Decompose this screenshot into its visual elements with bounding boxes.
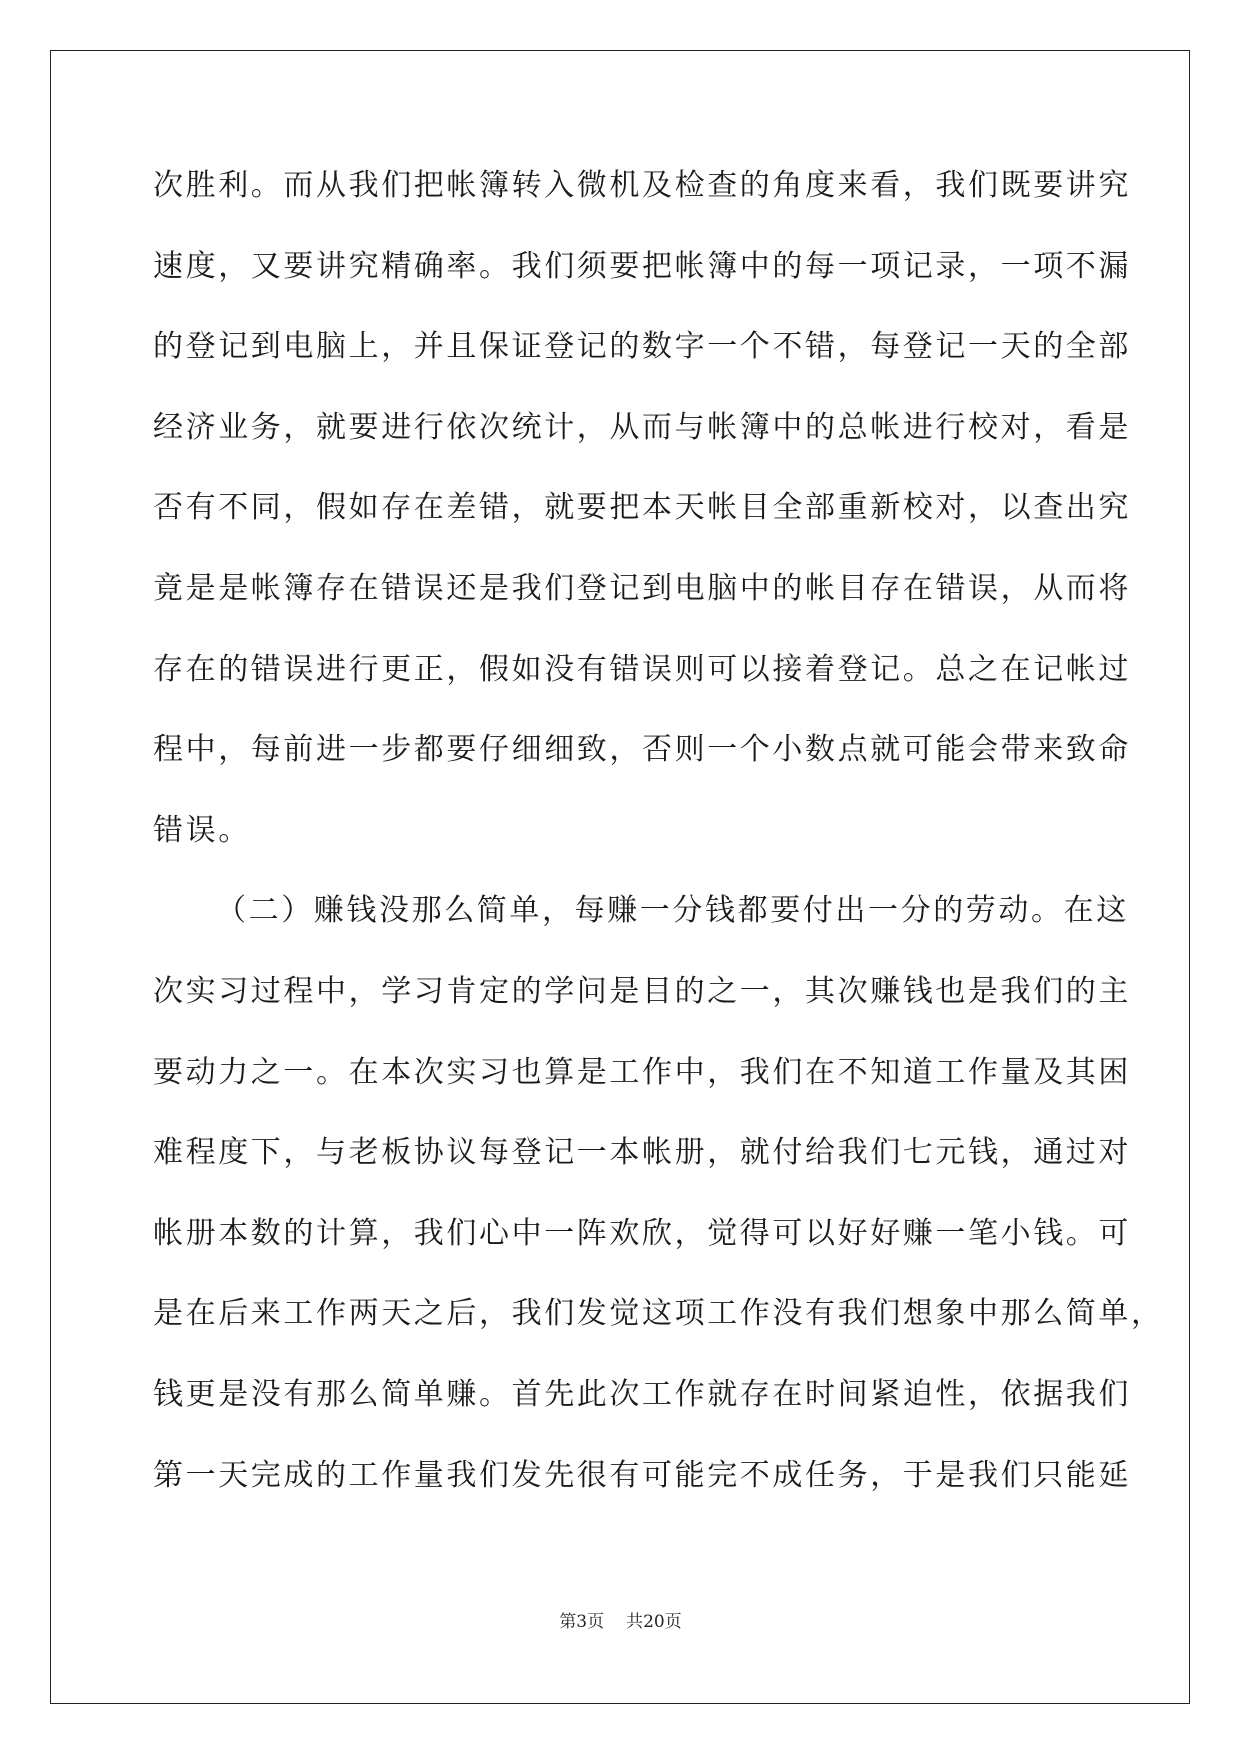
- text-line: 否有不同，假如存在差错，就要把本天帐目全部重新校对，以查出究: [153, 490, 1131, 526]
- text-line: 经济业务，就要进行依次统计，从而与帐簿中的总帐进行校对，看是: [153, 409, 1131, 445]
- text-line: 错误。: [153, 812, 251, 848]
- text-line: 帐册本数的计算，我们心中一阵欢欣，觉得可以好好赚一笔小钱。可: [153, 1215, 1131, 1251]
- text-line: 竟是是帐簿存在错误还是我们登记到电脑中的帐目存在错误，从而将: [153, 570, 1131, 606]
- text-line: 次实习过程中，学习肯定的学问是目的之一，其次赚钱也是我们的主: [153, 973, 1131, 1009]
- body-text: [153, 161, 1164, 1531]
- text-line: 速度，又要讲究精确率。我们须要把帐簿中的每一项记录，一项不漏: [153, 248, 1131, 284]
- text-line: 的登记到电脑上，并且保证登记的数字一个不错，每登记一天的全部: [153, 329, 1131, 365]
- text-line: 存在的错误进行更正，假如没有错误则可以接着登记。总之在记帐过: [153, 651, 1131, 687]
- text-line: 程中，每前进一步都要仔细细致，否则一个小数点就可能会带来致命: [153, 732, 1131, 768]
- page-footer: [0, 1610, 1241, 1634]
- text-line: 要动力之一。在本次实习也算是工作中，我们在不知道工作量及其困: [153, 1054, 1131, 1090]
- text-line: 钱更是没有那么简单赚。首先此次工作就存在时间紧迫性，依据我们: [153, 1376, 1131, 1412]
- text-line: 次胜利。而从我们把帐簿转入微机及检查的角度来看，我们既要讲究: [153, 168, 1131, 203]
- text-line: 第一天完成的工作量我们发先很有可能完不成任务，于是我们只能延: [153, 1457, 1131, 1493]
- paragraph-start-line: （二）赚钱没那么简单，每赚一分钱都要付出一分的劳动。在这: [216, 893, 1129, 929]
- text-line: 难程度下，与老板协议每登记一本帐册，就付给我们七元钱，通过对: [153, 1135, 1131, 1171]
- total-page-count: 共20页: [626, 1612, 682, 1632]
- text-line: 是在后来工作两天之后，我们发觉这项工作没有我们想象中那么简单，: [153, 1296, 1164, 1332]
- current-page-number: 第3页: [559, 1612, 605, 1632]
